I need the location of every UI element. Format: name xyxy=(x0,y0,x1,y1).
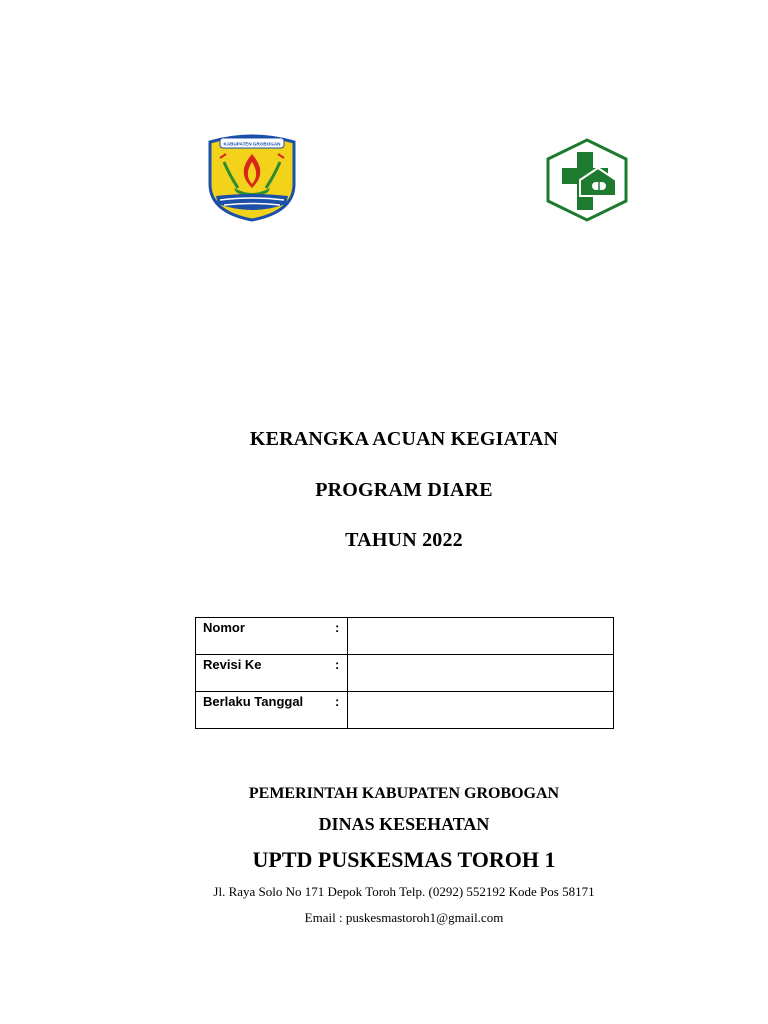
address-line: Jl. Raya Solo No 171 Depok Toroh Telp. (0292) 552192 Kode Pos 58171 xyxy=(213,884,595,899)
revisi-separator: : xyxy=(335,657,340,672)
table-row xyxy=(196,655,614,692)
document-title: KERANGKA ACUAN KEGIATAN xyxy=(249,428,559,450)
nomor-label: Nomor xyxy=(203,620,245,635)
institution-name: UPTD PUSKESMAS TOROH 1 xyxy=(252,847,556,872)
year-title: TAHUN 2022 xyxy=(345,529,463,551)
nomor-separator: : xyxy=(335,620,340,635)
document-info-table xyxy=(195,617,614,729)
berlaku-label: Berlaku Tanggal xyxy=(203,694,304,709)
berlaku-value xyxy=(347,692,613,729)
grobogan-emblem-icon xyxy=(206,132,298,222)
revisi-value xyxy=(347,655,613,692)
puskesmas-logo-icon xyxy=(544,138,630,222)
table-row xyxy=(196,692,614,729)
table-row xyxy=(196,618,614,655)
nomor-value xyxy=(347,618,613,655)
email-line: Email : puskesmastoroh1@gmail.com xyxy=(304,910,504,925)
revisi-label: Revisi Ke xyxy=(203,657,262,672)
government-name: PEMERINTAH KABUPATEN GROBOGAN xyxy=(248,785,560,802)
emblem-banner-text: KABUPATEN GROBOGAN xyxy=(223,141,281,147)
berlaku-separator: : xyxy=(335,694,340,709)
department-name: DINAS KESEHATAN xyxy=(318,814,490,834)
program-title: PROGRAM DIARE xyxy=(315,479,493,501)
